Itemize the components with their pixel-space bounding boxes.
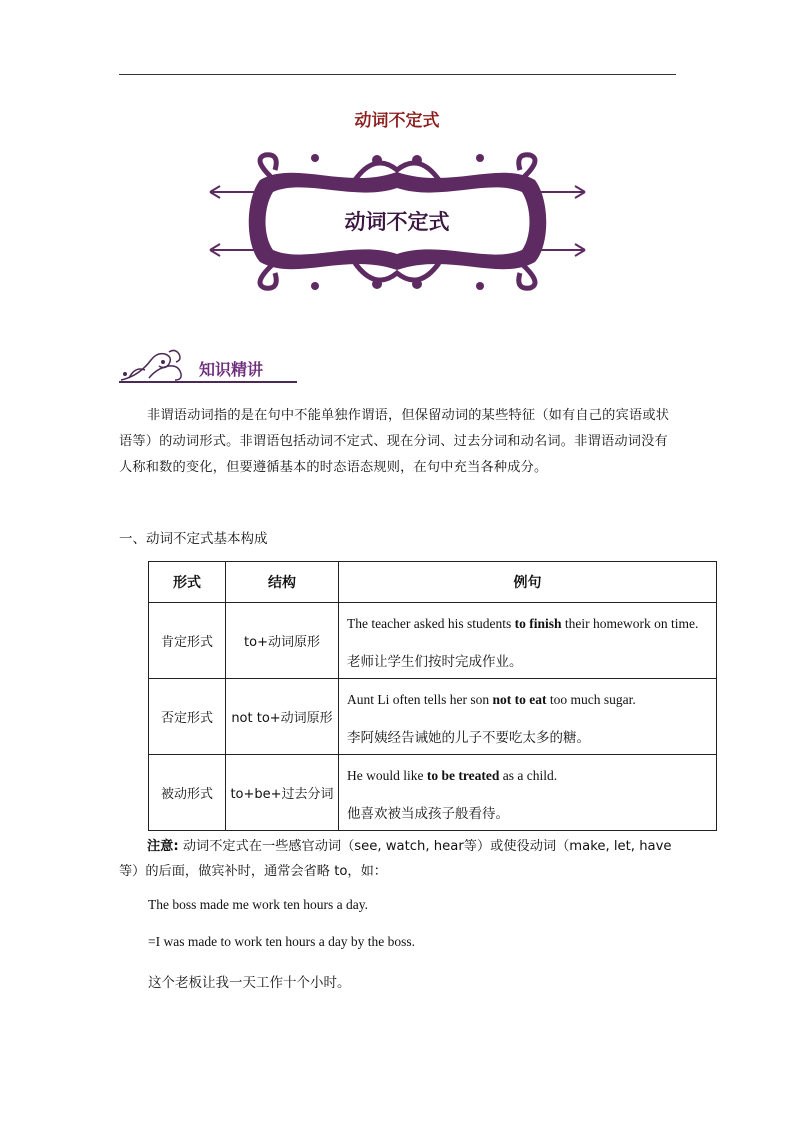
example-text: Aunt Li often tells her son — [347, 691, 493, 707]
example-chinese: 老师让学生们按时完成作业。 — [347, 653, 523, 670]
example-sentence: =I was made to work ten hours a day by the boss. — [148, 934, 416, 949]
form-cell: 肯定形式 — [149, 603, 226, 679]
note-paragraph — [119, 834, 679, 884]
example-sentence: The boss made me work ten hours a day. — [148, 897, 368, 912]
title-banner — [205, 150, 590, 300]
example-english — [347, 768, 708, 784]
example-highlight: not to eat — [492, 691, 547, 707]
example-translation: 这个老板让我一天工作十个小时。 — [148, 975, 351, 991]
note-label: 注意: — [147, 839, 179, 854]
header-structure: 结构 — [226, 562, 339, 603]
header-example: 例句 — [339, 562, 717, 603]
note-examples — [148, 897, 415, 1008]
example-text: The teacher asked his students — [347, 615, 515, 631]
table-row — [149, 679, 717, 755]
section-header — [119, 348, 299, 384]
form-cell: 被动形式 — [149, 755, 226, 831]
form-cell: 否定形式 — [149, 679, 226, 755]
intro-paragraph — [119, 403, 679, 481]
example-chinese: 李阿姨经告诫她的儿子不要吃太多的糖。 — [347, 729, 590, 746]
example-cell — [339, 755, 717, 831]
example-highlight: to be treated — [426, 767, 500, 783]
example-english — [347, 616, 708, 632]
structure-cell: to+动词原形 — [226, 603, 339, 679]
section-title: 知识精讲 — [199, 360, 264, 379]
swirl-ornament-icon — [119, 348, 191, 382]
example-english — [347, 692, 708, 708]
header-rule — [119, 74, 676, 75]
intro-text: 非谓语动词指的是在句中不能单独作谓语，但保留动词的某些特征（如有自己的宾语或状语等）的动词形式。非谓语包括动词不定式、现在分词、过去分词和动名词。非谓语动词没有人称和数的变化，但要遵循基本的时态语态规则，在句中充当各种成分。 — [119, 408, 670, 475]
note-text: 动词不定式在一些感官动词（see, watch, hear等）或使役动词（make, let, have等）的后面，做宾补时，通常会省略 to，如： — [119, 839, 672, 879]
header-form: 形式 — [149, 562, 226, 603]
structure-cell: to+be+过去分词 — [226, 755, 339, 831]
banner-text: 动词不定式 — [344, 209, 450, 234]
subheading: 一、动词不定式基本构成 — [119, 531, 268, 547]
table-row — [149, 603, 717, 679]
example-cell — [339, 603, 717, 679]
document-title: 动词不定式 — [354, 111, 440, 131]
ornamental-frame — [205, 150, 590, 300]
section-underline — [119, 381, 297, 383]
structure-cell: not to+动词原形 — [226, 679, 339, 755]
table-row — [149, 755, 717, 831]
example-text: He would like — [347, 767, 427, 783]
infinitive-forms-table — [148, 561, 717, 831]
example-text: too much sugar. — [546, 691, 636, 707]
example-cell — [339, 679, 717, 755]
table-header-row — [149, 562, 717, 603]
example-highlight: to finish — [514, 615, 562, 631]
example-text: their homework on time. — [561, 615, 699, 631]
example-chinese: 他喜欢被当成孩子般看待。 — [347, 805, 509, 822]
example-text: as a child. — [499, 767, 558, 783]
